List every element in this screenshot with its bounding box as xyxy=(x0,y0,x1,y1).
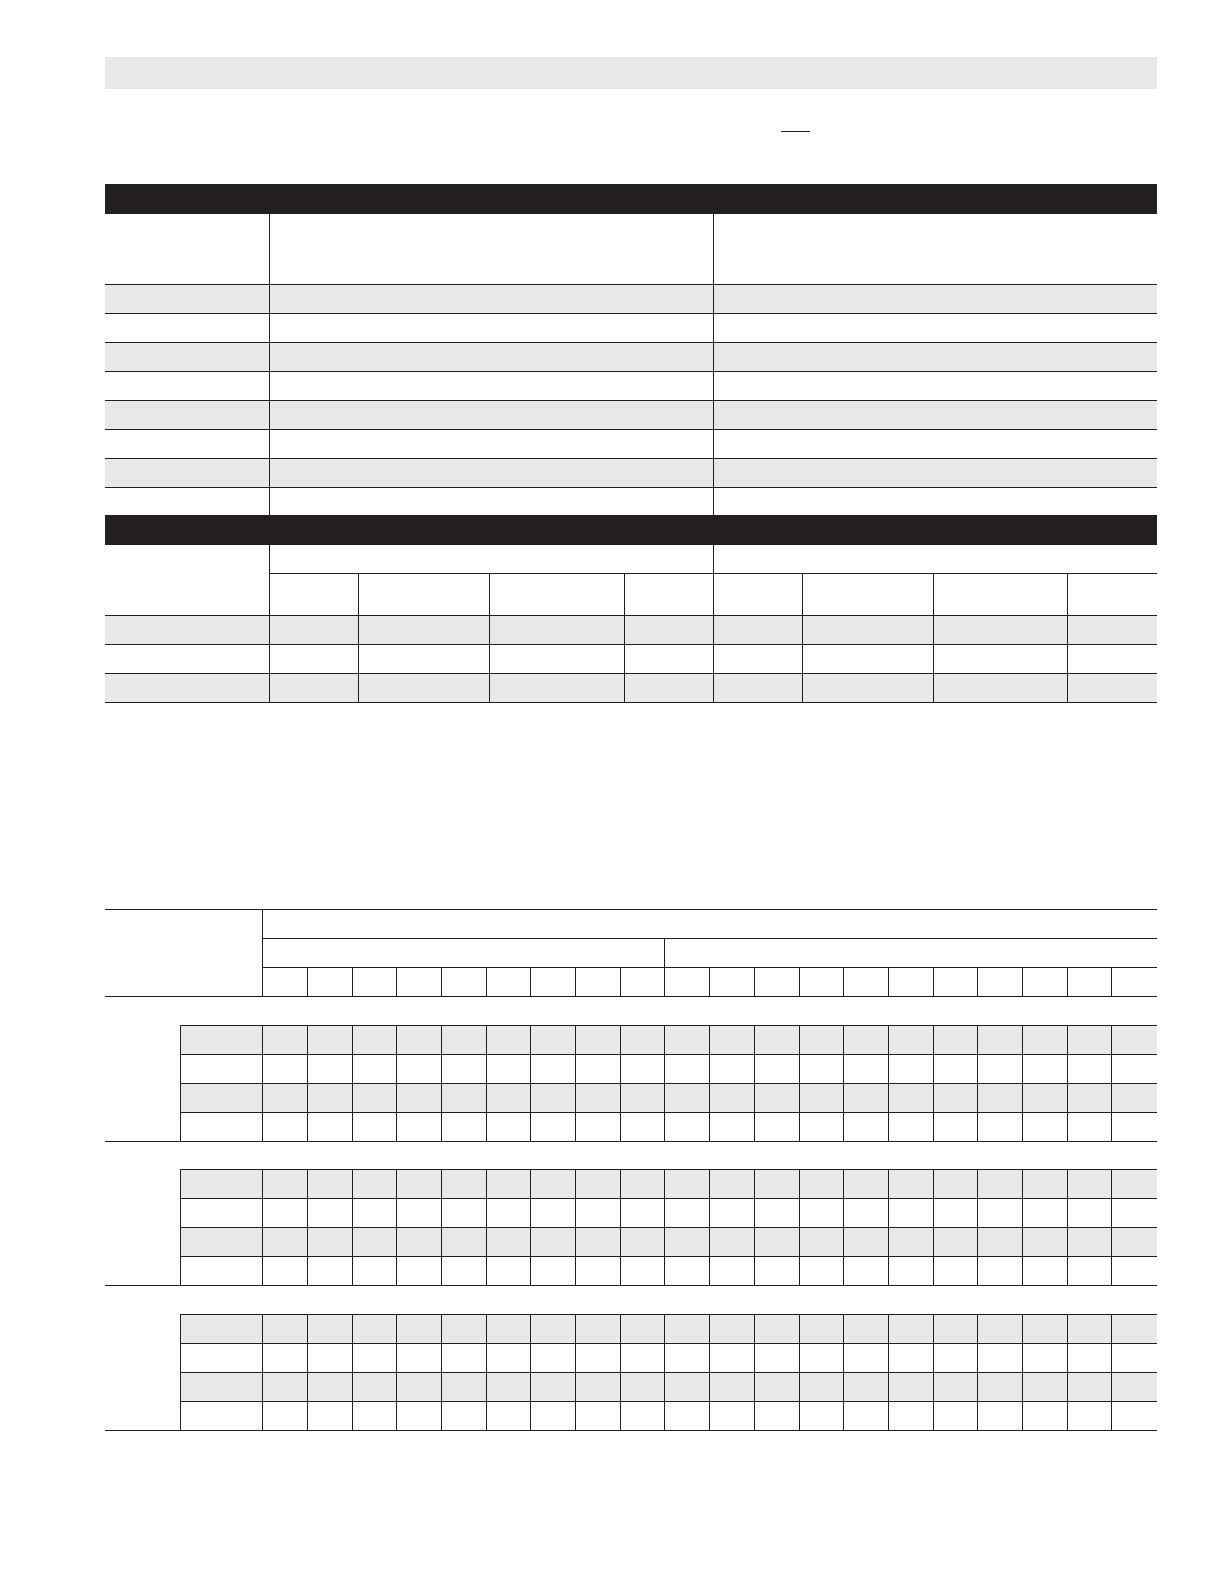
grid-col-divider xyxy=(754,967,755,997)
specs-row-divider xyxy=(105,429,1157,430)
grid-col-divider xyxy=(307,1025,308,1141)
grid-col-divider xyxy=(1022,1025,1023,1141)
lower-col-divider xyxy=(1067,573,1068,703)
lower-col-divider xyxy=(489,573,490,703)
grid-col-divider xyxy=(396,1314,397,1430)
grid-row-divider xyxy=(180,1198,1157,1199)
grid-col-divider xyxy=(888,1169,889,1285)
grid-col-divider xyxy=(486,1025,487,1141)
grid-col-divider xyxy=(486,967,487,997)
grid-col-divider xyxy=(262,1025,263,1141)
grid-col-divider xyxy=(933,967,934,997)
specs-row-divider xyxy=(105,487,1157,488)
specs-row-divider xyxy=(105,284,1157,285)
grid-row-divider xyxy=(180,1256,1157,1257)
grid-col-divider xyxy=(352,1169,353,1285)
grid-row-divider xyxy=(180,1372,1157,1373)
grid-col-divider xyxy=(262,1314,263,1430)
grid-row-divider xyxy=(180,1112,1157,1113)
grid-col-divider xyxy=(664,1025,665,1141)
grid-col-divider xyxy=(441,1314,442,1430)
specs-row-shade xyxy=(105,401,1157,430)
lower-col-divider xyxy=(269,545,270,703)
grid-section-bottom xyxy=(105,1430,1157,1431)
grid-row-shade xyxy=(180,1025,1157,1054)
grid-col-divider xyxy=(799,1314,800,1430)
intro-underline xyxy=(781,131,810,132)
grid-col-divider xyxy=(441,967,442,997)
grid-col-divider xyxy=(180,1314,181,1430)
grid-col-divider xyxy=(1067,1314,1068,1430)
grid-col-divider xyxy=(754,1314,755,1430)
specs-row-divider xyxy=(105,371,1157,372)
grid-col-divider xyxy=(933,1025,934,1141)
lower-row-shade xyxy=(105,616,1157,645)
grid-col-divider xyxy=(1022,967,1023,997)
lower-col-divider xyxy=(933,573,934,703)
grid-col-divider xyxy=(843,967,844,997)
specs-row-shade xyxy=(105,285,1157,314)
grid-row-shade xyxy=(180,1227,1157,1256)
grid-col-divider xyxy=(709,1314,710,1430)
grid-col-divider xyxy=(933,1314,934,1430)
grid-col-divider xyxy=(307,967,308,997)
grid-col-divider xyxy=(530,967,531,997)
grid-row-shade xyxy=(180,1169,1157,1198)
grid-col-divider xyxy=(180,1169,181,1285)
grid-col-divider xyxy=(709,1169,710,1285)
grid-row-divider xyxy=(180,1401,1157,1402)
grid-col-divider xyxy=(441,1025,442,1141)
grid-col-divider xyxy=(664,1169,665,1285)
specs-row-divider xyxy=(105,313,1157,314)
grid-col-divider xyxy=(352,1314,353,1430)
grid-col-divider xyxy=(352,1025,353,1141)
grid-col-divider xyxy=(1111,1314,1112,1430)
grid-col-divider xyxy=(933,1169,934,1285)
specs-col-divider xyxy=(713,214,714,516)
lower-row-shade xyxy=(105,674,1157,703)
grid-col-divider xyxy=(180,1025,181,1141)
grid-col-divider xyxy=(486,1314,487,1430)
grid-section-bottom xyxy=(105,1285,1157,1286)
grid-col-divider xyxy=(620,967,621,997)
grid-col-divider xyxy=(888,1314,889,1430)
grid-col-divider xyxy=(1111,967,1112,997)
grid-row-divider xyxy=(180,1083,1157,1084)
grid-col-divider xyxy=(799,967,800,997)
lower-row-divider xyxy=(105,644,1157,645)
grid-col-divider xyxy=(799,1169,800,1285)
grid-row-divider xyxy=(180,1025,1157,1026)
grid-row-divider xyxy=(180,1314,1157,1315)
lower-row-divider xyxy=(105,615,1157,616)
grid-row-divider xyxy=(180,1227,1157,1228)
grid-col-divider xyxy=(307,1314,308,1430)
grid-row-divider xyxy=(180,1054,1157,1055)
grid-col-divider xyxy=(843,1025,844,1141)
specs-table-section2-bar xyxy=(105,515,1157,545)
grid-col-divider xyxy=(620,1314,621,1430)
grid-col-divider xyxy=(977,1169,978,1285)
specs-table xyxy=(105,184,1157,704)
lower-col-divider xyxy=(802,573,803,703)
grid-col-divider xyxy=(799,1025,800,1141)
grid-col-divider xyxy=(530,1314,531,1430)
grid-row-divider xyxy=(180,1169,1157,1170)
grid-col-divider xyxy=(843,1314,844,1430)
grid-section-bottom xyxy=(105,1141,1157,1142)
grid-col-divider xyxy=(262,909,263,997)
grid-col-divider xyxy=(977,1025,978,1141)
grid-col-divider xyxy=(977,967,978,997)
grid-row-shade xyxy=(180,1314,1157,1343)
grid-col-divider xyxy=(1022,1169,1023,1285)
grid-col-divider xyxy=(843,1169,844,1285)
grid-header-divider xyxy=(262,938,1157,939)
grid-col-divider xyxy=(1111,1025,1112,1141)
grid-col-divider xyxy=(754,1169,755,1285)
grid-row-divider xyxy=(180,1343,1157,1344)
specs-row-divider xyxy=(105,400,1157,401)
specs-row-divider xyxy=(105,342,1157,343)
grid-col-divider xyxy=(709,1025,710,1141)
grid-col-divider xyxy=(664,967,665,997)
specs-row-shade xyxy=(105,459,1157,488)
grid-col-divider xyxy=(1067,1025,1068,1141)
specs-table-header-bar xyxy=(105,184,1157,214)
grid-col-divider xyxy=(396,967,397,997)
grid-col-divider xyxy=(575,1314,576,1430)
grid-col-divider xyxy=(664,938,665,968)
grid-col-divider xyxy=(352,967,353,997)
lower-col-divider xyxy=(358,573,359,703)
grid-col-divider xyxy=(754,1025,755,1141)
grid-col-divider xyxy=(888,967,889,997)
grid-col-divider xyxy=(575,1169,576,1285)
lower-col-divider xyxy=(624,573,625,703)
grid-col-divider xyxy=(307,1169,308,1285)
grid-row-shade xyxy=(180,1372,1157,1401)
page-header-band xyxy=(105,57,1157,89)
grid-col-divider xyxy=(441,1169,442,1285)
grid-col-divider xyxy=(575,967,576,997)
grid-col-divider xyxy=(396,1025,397,1141)
grid-col-divider xyxy=(620,1025,621,1141)
grid-col-divider xyxy=(664,1314,665,1430)
data-grid-table xyxy=(105,909,1157,1430)
grid-col-divider xyxy=(530,1025,531,1141)
specs-row-shade xyxy=(105,343,1157,372)
grid-col-divider xyxy=(709,967,710,997)
lower-row-divider xyxy=(105,702,1157,703)
grid-col-divider xyxy=(1022,1314,1023,1430)
lower-col-divider xyxy=(713,545,714,703)
grid-col-divider xyxy=(977,1314,978,1430)
grid-col-divider xyxy=(888,1025,889,1141)
grid-row-shade xyxy=(180,1083,1157,1112)
lower-row-divider xyxy=(105,673,1157,674)
grid-col-divider xyxy=(1067,1169,1068,1285)
grid-col-divider xyxy=(575,1025,576,1141)
grid-col-divider xyxy=(1111,1169,1112,1285)
grid-col-divider xyxy=(262,1169,263,1285)
grid-col-divider xyxy=(530,1169,531,1285)
specs-row-divider xyxy=(105,458,1157,459)
grid-col-divider xyxy=(486,1169,487,1285)
grid-col-divider xyxy=(1067,967,1068,997)
specs-col-divider xyxy=(269,214,270,516)
grid-col-divider xyxy=(620,1169,621,1285)
grid-col-divider xyxy=(396,1169,397,1285)
